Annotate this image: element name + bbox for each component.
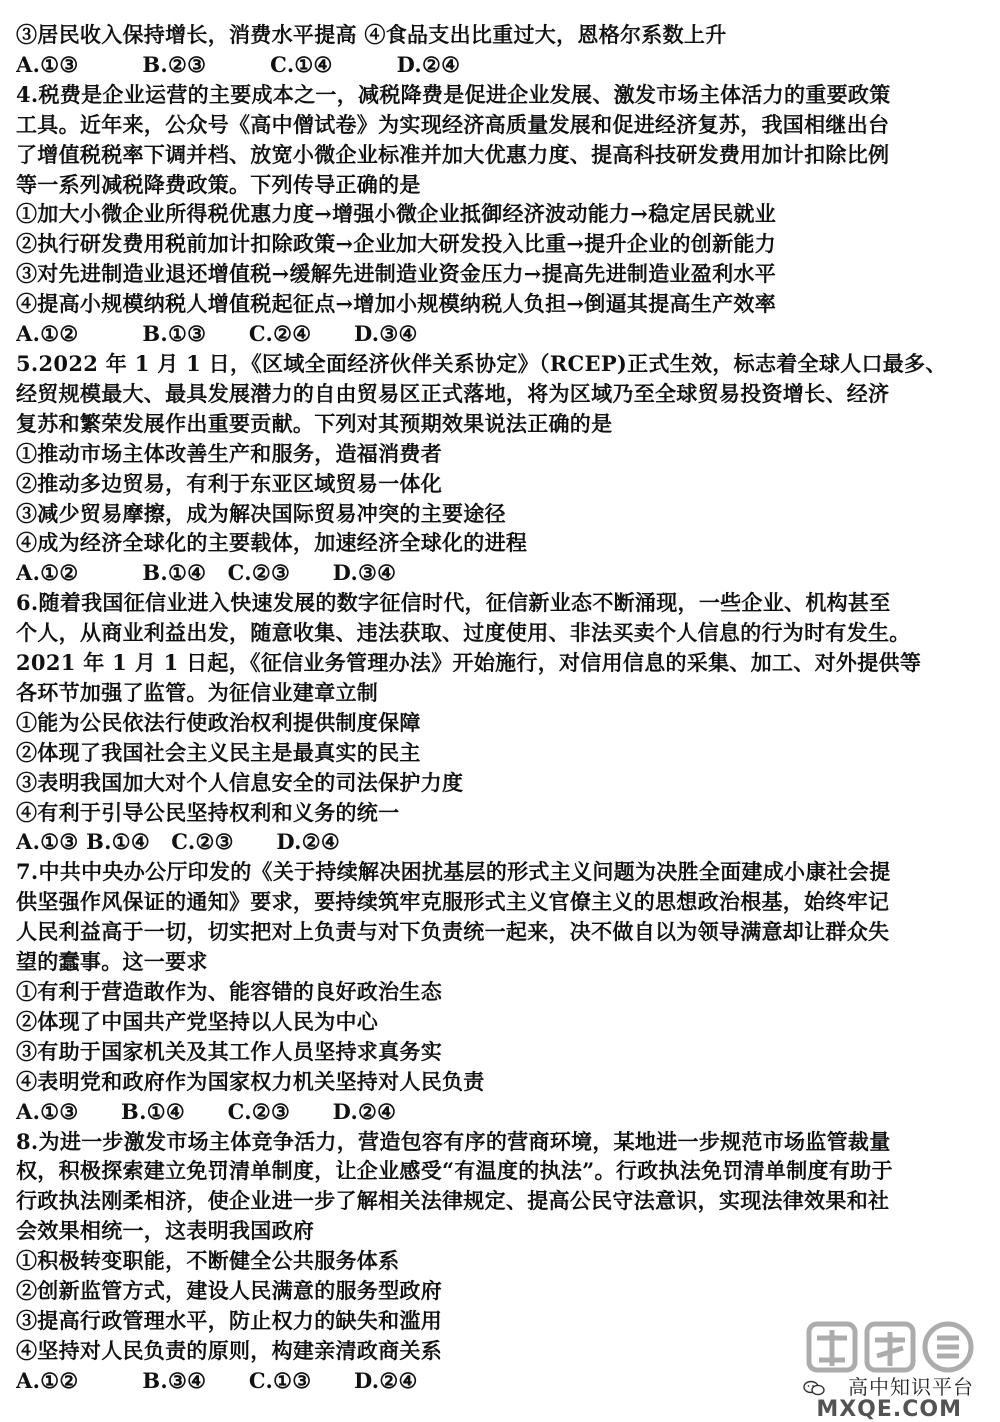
text-line: 4.税费是企业运营的主要成本之一，减税降费是促进企业发展、激发市场主体活力的重要政策 [16, 81, 891, 107]
text-line: 工具。近年来，公众号《高中僧试卷》为实现经济高质量发展和促进经济复苏，我国相继出台 [16, 111, 890, 137]
text-line: ③表明我国加大对个人信息安全的司法保护力度 [16, 769, 464, 795]
text-line: ①推动市场主体改善生产和服务，造福消费者 [16, 440, 442, 466]
text-line: ③有助于国家机关及其工作人员坚持求真务实 [16, 1038, 442, 1064]
text-line: ②创新监管方式，建设人民满意的服务型政府 [16, 1278, 442, 1304]
text-line: 等一系列减税降费政策。下列传导正确的是 [16, 171, 421, 197]
text-line: ④提高小规模纳税人增值税起征点→增加小规模纳税人负担→倒逼其提高生产效率 [16, 291, 776, 317]
text-line: ④成为经济全球化的主要载体，加速经济全球化的进程 [16, 530, 528, 556]
watermark-logo [803, 1316, 978, 1378]
text-line: ④有利于引导公民坚持权利和义务的统一 [16, 799, 400, 825]
text-line: ①积极转变职能，不断健全公共服务体系 [16, 1248, 400, 1274]
text-line: 5.2022 年 1 月 1 日，《区域全面经济伙伴关系协定》（RCEP)正式生效，标志着全球人口最多、 [16, 350, 947, 376]
text-line: 人民利益高于一切，切实把对上负责与对下负责统一起来，决不做自以为领导满意却让群众失 [16, 919, 890, 945]
text-line: 7.中共中央办公厅印发的《关于持续解决困扰基层的形式主义问题为决胜全面建成小康社会提 [16, 859, 891, 885]
watermark-text: 高中知识平台 [848, 1375, 974, 1399]
text-line: 行政执法刚柔相济，使企业进一步了解相关法律规定、提高公民守法意识，实现法律效果和社 [16, 1188, 890, 1214]
answer-options-line: A.①③ B.①④ C.②③ D.②④ [16, 1098, 397, 1124]
text-line: 望的蠢事。这一要求 [16, 949, 208, 975]
text-line: 8.为进一步激发市场主体竞争活力，营造包容有序的营商环境，某地进一步规范市场监管裁量 [16, 1128, 891, 1154]
text-line: ②推动多边贸易，有利于东亚区域贸易一体化 [16, 470, 442, 496]
text-line: 经贸规模最大、最具发展潜力的自由贸易区正式落地，将为区域乃至全球贸易投资增长、经济 [16, 380, 890, 406]
text-line: ①加大小微企业所得税优惠力度→增强小微企业抵御经济波动能力→稳定居民就业 [16, 201, 776, 227]
text-line: 供坚强作风保证的通知》要求，要持续筑牢克服形式主义官僚主义的思想政治根基，始终牢记 [16, 889, 890, 915]
text-line: 权，积极探索建立免罚清单制度，让企业感受“有温度的执法”。行政执法免罚清单制度有助于 [16, 1158, 893, 1184]
text-line: 会效果相统一，这表明我国政府 [16, 1218, 315, 1244]
answer-options-line: A.①② B.①③ C.②④ D.③④ [16, 321, 418, 347]
text-line: ②体现了我国社会主义民主是最真实的民主 [16, 739, 421, 765]
text-line: ③居民收入保持增长，消费水平提高 ④食品支出比重过大，恩格尔系数上升 [16, 22, 727, 47]
text-line: 了增值税税率下调并档、放宽小微企业标准并加大优惠力度、提高科技研发费用加计扣除比例 [16, 141, 890, 167]
text-line: 2021 年 1 月 1 日起，《征信业务管理办法》开始施行，对信用信息的采集、加工、对外提供等 [16, 650, 922, 676]
answer-options-line: A.①③ B.①④ C.②③ D.②④ [16, 829, 341, 855]
text-line: ②执行研发费用税前加计扣除政策→企业加大研发投入比重→提升企业的创新能力 [16, 231, 776, 257]
text-line: ③减少贸易摩擦，成为解决国际贸易冲突的主要途径 [16, 500, 506, 526]
text-line: ③对先进制造业退还增值税→缓解先进制造业资金压力→提高先进制造业盈利水平 [16, 261, 776, 287]
text-line: 6.随着我国征信业进入快速发展的数字征信时代，征信新业态不断涌现，一些企业、机构甚至 [16, 590, 891, 616]
text-line: ①有利于营造敢作为、能容错的良好政治生态 [16, 979, 442, 1004]
text-line: ④表明党和政府作为国家权力机关坚持对人民负责 [16, 1068, 485, 1094]
text-line: 复苏和繁荣发展作出重要贡献。下列对其预期效果说法正确的是 [16, 410, 613, 436]
watermark-url: MXQE.COM [816, 1397, 962, 1422]
text-line: 个人，从商业利益出发，随意收集、违法获取、过度使用、非法买卖个人信息的行为时有发生。 [16, 620, 911, 646]
text-line: ①能为公民依法行使政治权利提供制度保障 [16, 709, 421, 735]
document-page [16, 20, 984, 1396]
answer-options-line: A.①② B.①④ C.②③ D.③④ [16, 560, 397, 586]
text-line: ②体现了中国共产党坚持以人民为中心 [16, 1008, 379, 1034]
answer-options-line: A.①③ B.②③ C.①④ D.②④ [16, 51, 461, 77]
text-line: ③提高行政管理水平，防止权力的缺失和滥用 [16, 1307, 442, 1333]
wechat-icon [803, 1380, 825, 1396]
text-line: 各环节加强了监管。为征信业建章立制 [16, 679, 379, 705]
text-line: ④坚持对人民负责的原则，构建亲清政商关系 [16, 1337, 442, 1363]
answer-options-line: A.①② B.③④ C.①③ D.②④ [16, 1367, 418, 1393]
